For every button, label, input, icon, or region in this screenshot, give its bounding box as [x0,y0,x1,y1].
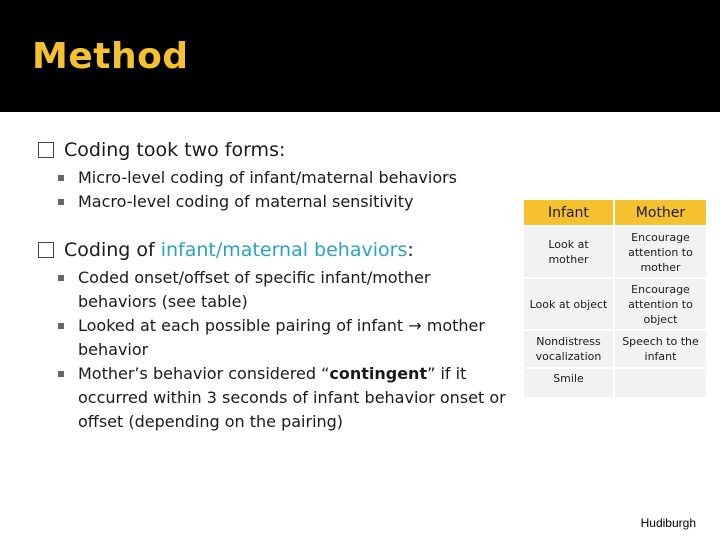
square-bullet-icon [58,323,64,329]
table-cell: Look at object [524,279,613,329]
sub-bullet-text-part: ” if it occurred within 3 seconds of infant behavior onset or offset (depending on the pairing) [78,364,506,431]
sub-bullet [58,190,508,214]
square-bullet-icon [58,371,64,377]
square-bullet-icon [58,199,64,205]
sub-bullet-text: Micro-level coding of infant/maternal behaviors [78,168,458,187]
checkbox-bullet-icon [38,242,54,258]
bullet-text-prefix: Coding of [64,239,161,261]
bullet-coding-behaviors [38,236,508,264]
header-mother: Mother [615,200,706,225]
sub-bullet-text-part: mother behavior [78,316,485,359]
slide-title: Method [32,36,189,77]
table-cell: Speech to the infant [615,331,706,367]
table-header-row [524,200,706,225]
checkbox-bullet-icon [38,142,54,158]
sub-bullet [58,166,508,190]
table-row [524,279,706,329]
sub-bullet-text-part: Mother’s behavior considered “ [78,364,330,383]
sub-bullet [58,314,508,362]
table-cell: Look at mother [524,227,613,277]
author-credit: Hudiburgh [640,516,696,530]
table-cell: Nondistress vocalization [524,331,613,367]
emphasis-contingent: contingent [329,364,428,383]
table-row [524,227,706,277]
square-bullet-icon [58,275,64,281]
table-cell: Encourage attention to mother [615,227,706,277]
table-cell: Encourage attention to object [615,279,706,329]
bullet-text: Coding took two forms: [64,139,286,161]
right-arrow-icon: → [408,316,422,335]
sub-bullet-text: Coded onset/offset of specific infant/mother behaviors (see table) [78,268,431,311]
table-row [524,331,706,367]
bullet-text-accent: infant/maternal behaviors [160,239,408,261]
sub-bullet [58,266,508,314]
bullet-text [64,236,414,264]
sub-bullet-text: Macro-level coding of maternal sensitivity [78,192,414,211]
table-row [524,369,706,397]
table-cell: Smile [524,369,613,397]
sub-bullet-text [78,362,508,434]
sub-bullet-text [78,314,508,362]
square-bullet-icon [58,175,64,181]
header-infant: Infant [524,200,613,225]
bullet-coding-forms [38,136,508,164]
table-cell-empty [615,369,706,397]
sub-bullet-text-part: Looked at each possible pairing of infant [78,316,409,335]
bullet-text-suffix: : [407,239,414,261]
behavior-table [522,198,708,399]
sub-bullet [58,362,508,434]
title-bar [0,0,720,112]
bullet-list [38,136,508,434]
